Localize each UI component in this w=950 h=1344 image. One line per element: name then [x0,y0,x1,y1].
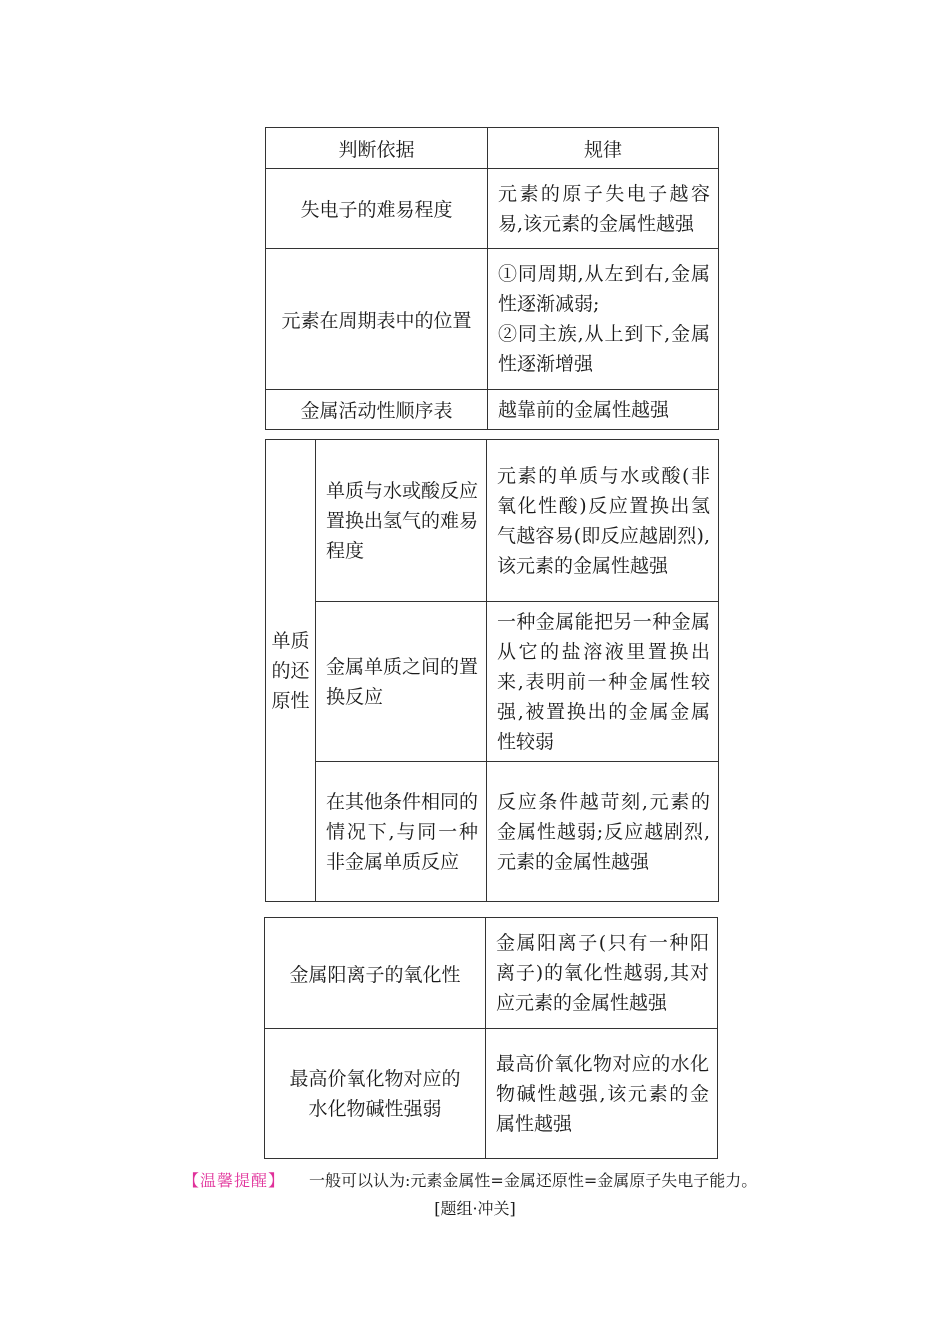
metallicity-table-part2 [265,439,719,902]
metallicity-table-part3 [264,917,718,1159]
basis-cell: 单质与水或酸反应置换出氢气的难易程度 [316,440,487,602]
rule-cell: 元素的原子失电子越容易,该元素的金属性越强 [488,169,719,249]
rule-cell: 元素的单质与水或酸(非氧化性酸)反应置换出氢气越容易(即反应越剧烈),该元素的金属性越强 [487,440,719,602]
rule-cell [488,249,719,390]
basis-cell: 在其他条件相同的情况下,与同一种非金属单质反应 [316,762,487,902]
basis-cell: 金属阳离子的氧化性 [265,918,486,1029]
header-rule: 规律 [488,128,719,169]
rule-cell: 反应条件越苛刻,元素的金属性越弱;反应越剧烈,元素的金属性越强 [487,762,719,902]
header-basis: 判断依据 [266,128,488,169]
basis-cell: 金属单质之间的置换反应 [316,602,487,762]
tip-tag: 【温馨提醒】 [183,1171,286,1190]
basis-cell: 元素在周期表中的位置 [266,249,488,390]
metallicity-table-part1 [265,127,719,430]
rule-cell: 越靠前的金属性越强 [488,390,719,430]
tip-text: 一般可以认为:元素金属性=金属还原性=金属原子失电子能力。 [309,1171,758,1190]
rule-line: ②同主族,从上到下,金属性逐渐增强 [498,323,710,375]
rule-line: ①同周期,从左到右,金属性逐渐减弱; [498,263,710,315]
rule-cell: 最高价氧化物对应的水化物碱性越强,该元素的金属性越强 [486,1029,718,1159]
rule-cell: 金属阳离子(只有一种阳离子)的氧化性越弱,其对应元素的金属性越强 [486,918,718,1029]
section-label: [题组·冲关] [434,1199,516,1218]
warm-tip [183,1168,757,1191]
basis-cell: 最高价氧化物对应的水化物碱性强弱 [265,1029,486,1159]
rule-cell: 一种金属能把另一种金属从它的盐溶液里置换出来,表明前一种金属性较强,被置换出的金属金属性较弱 [487,602,719,762]
basis-cell: 失电子的难易程度 [266,169,488,249]
basis-cell: 金属活动性顺序表 [266,390,488,430]
group-label-cell: 单质的还原性 [266,440,316,902]
